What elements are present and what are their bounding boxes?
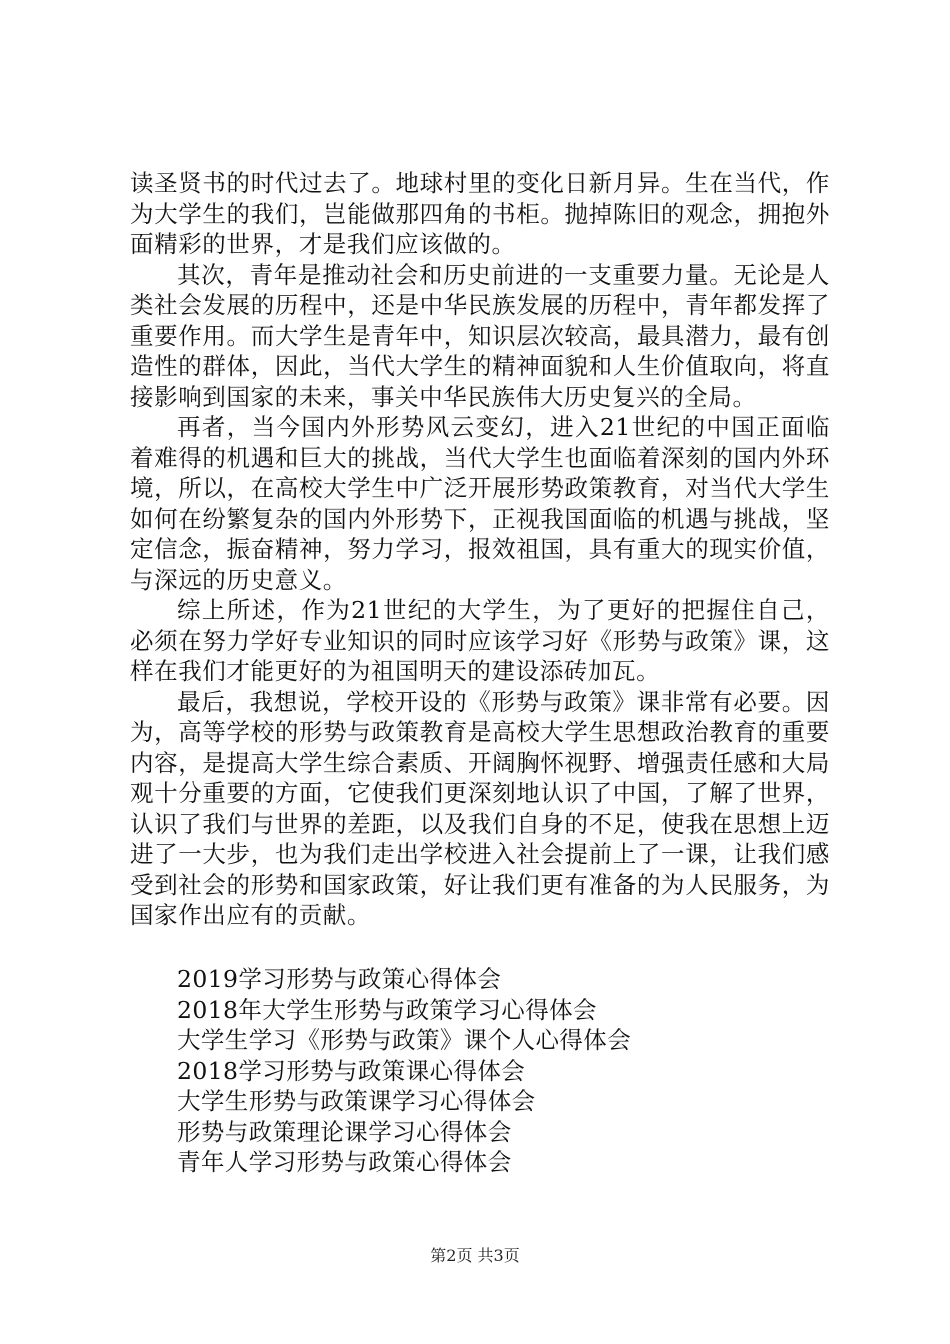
paragraph: 最后，我想说，学校开设的《形势与政策》课非常有必要。因为，高等学校的形势与政策教育是高校大学生思想政治教育的重要内容，是提高大学生综合素质、开阔胸怀视野、增强责任感和大局观十分重要的方面，它使我们更深刻地认识了中国，了解了世界，认识了我们与世界的差距，以及我们自身的不足，使我在思想上迈进了一大步，也为我们走出学校进入社会提前上了一课，让我们感受到社会的形势和国家政策，好让我们更有准备的为人民服务，为国家作出应有的贡献。: [130, 687, 830, 929]
related-article-link[interactable]: 2018年大学生形势与政策学习心得体会: [177, 995, 597, 1024]
related-articles-list: [177, 964, 837, 1178]
related-article-link[interactable]: 大学生形势与政策课学习心得体会: [177, 1087, 536, 1115]
paragraph: 综上所述，作为21世纪的大学生，为了更好的把握住自己，必须在努力学好专业知识的同时应该学习好《形势与政策》课，这样在我们才能更好的为祖国明天的建设添砖加瓦。: [130, 596, 830, 685]
page-footer: 第2页 共3页: [430, 1246, 520, 1265]
related-article-link[interactable]: 2018学习形势与政策课心得体会: [177, 1056, 526, 1085]
body-text: [130, 168, 830, 931]
paragraph: 再者，当今国内外形势风云变幻，进入21世纪的中国正面临着难得的机遇和巨大的挑战，当代大学生也面临着深刻的国内外环境，所以，在高校大学生中广泛开展形势政策教育，对当代大学生如何在纷繁复杂的国内外形势下，正视我国面临的机遇与挑战，坚定信念，振奋精神，努力学习，报效祖国，具有重大的现实价值，与深远的历史意义。: [130, 413, 830, 594]
related-article-link[interactable]: 2019学习形势与政策心得体会: [177, 965, 502, 993]
related-article-link[interactable]: 青年人学习形势与政策心得体会: [177, 1148, 512, 1176]
related-article-link[interactable]: 大学生学习《形势与政策》课个人心得体会: [177, 1026, 632, 1054]
paragraph: 读圣贤书的时代过去了。地球村里的变化日新月异。生在当代，作为大学生的我们，岂能做那四角的书柜。抛掉陈旧的观念，拥抱外面精彩的世界，才是我们应该做的。: [130, 169, 830, 258]
related-article-link[interactable]: 形势与政策理论课学习心得体会: [177, 1117, 512, 1146]
paragraph: 其次，青年是推动社会和历史前进的一支重要力量。无论是人类社会发展的历程中，还是中华民族发展的历程中，青年都发挥了重要作用。而大学生是青年中，知识层次较高，最具潜力，最有创造性的群体，因此，当代大学生的精神面貌和人生价值取向，将直接影响到国家的未来，事关中华民族伟大历史复兴的全局。: [130, 260, 830, 411]
